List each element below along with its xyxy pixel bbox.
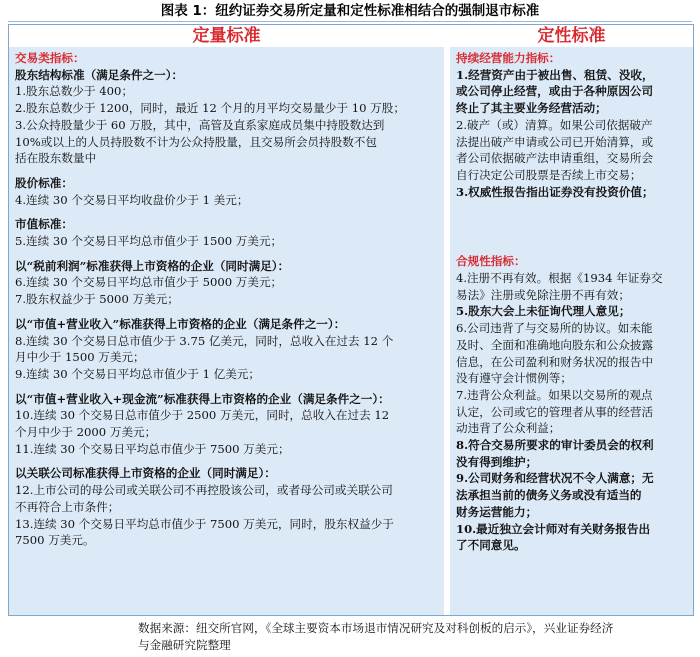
criterion-line: 10%或以上的人员持股数不计为公众持股量，且交易所会员持股数不包 — [15, 134, 377, 149]
criterion-line: 了不同意见。 — [456, 538, 526, 553]
criterion-line: 8.符合交易所要求的审计委员会的权利 — [456, 438, 654, 453]
figure-title: 图表 1：纽约证券交易所定量和定性标准相结合的强制退市标准 — [160, 3, 540, 19]
qualitative-column — [450, 25, 693, 615]
group-heading: 以关联公司标准获得上市资格的企业（同时满足）： — [15, 466, 276, 481]
criterion-line: 3.权威性报告指出证券没有投资价值； — [456, 184, 654, 199]
criterion-line: 易法》注册或免除注册不再有效； — [456, 287, 630, 302]
criterion-line: 2.破产（或）清算。如果公司依据破产 — [456, 117, 653, 132]
criterion-line: 13.连续 30 个交易日平均总市值少于 7500 万美元，同时，股东权益少于 — [15, 516, 394, 531]
criterion-line: 1.经营资产由于被出售、租赁、没收， — [456, 67, 654, 82]
group-heading: 以“税前利润”标准获得上市资格的企业（同时满足）： — [15, 258, 290, 273]
qualitative-body — [450, 47, 693, 554]
trading-indicators-heading: 交易类指标： — [15, 51, 85, 65]
group-heading: 股价标准： — [15, 175, 73, 190]
criterion-line: 没有遵守会计惯例等； — [456, 371, 572, 386]
criterion-line: 及时、全面和准确地向股东和公众披露 — [456, 337, 654, 352]
criterion-line: 9.公司财务和经营状况不令人满意；无 — [456, 471, 654, 486]
criterion-line: 2.股东总数少于 1200，同时，最近 12 个月的月平均交易量少于 10 万股； — [15, 101, 405, 116]
going-concern-heading: 持续经营能力指标： — [456, 51, 561, 65]
criterion-line: 财务运营能力； — [456, 504, 538, 519]
source-note — [138, 620, 694, 654]
criterion-line: 7.股东权益少于 5000 万美元； — [15, 292, 179, 307]
criterion-line: 个月中少于 2000 万美元； — [15, 425, 157, 440]
qualitative-header: 定性标准 — [450, 25, 693, 47]
group-heading: 市值标准： — [15, 217, 73, 232]
criterion-line: 信息，在公司盈利和财务状况的报告中 — [456, 354, 654, 369]
criterion-line: 7.违背公众利益。如果以交易所的观点 — [456, 387, 653, 402]
criterion-line: 6.连续 30 个交易日平均总市值少于 5000 万美元； — [15, 275, 283, 290]
criterion-line: 自行决定公司股票是否续上市交易； — [456, 167, 642, 182]
criterion-line: 3.公众持股量少于 60 万股，其中，高管及直系家庭成员集中持股数达到 — [15, 117, 385, 132]
criterion-line: 法提出破产申请或公司已开始清算，或 — [456, 134, 654, 149]
criterion-line: 5.连续 30 个交易日平均总市值少于 1500 万美元； — [15, 234, 283, 249]
criterion-line: 括在股东数量中 — [15, 151, 97, 166]
criterion-line: 或公司停止经营，或由于各种原因公司 — [456, 84, 654, 99]
source-note-line: 数据来源：纽交所官网，《全球主要资本市场退市情况研究及对科创板的启示》，兴业证券经济 — [138, 621, 614, 635]
source-note-line: 与金融研究院整理 — [138, 638, 231, 652]
criterion-line: 10.连续 30 个交易日总市值少于 2500 万美元，同时，总收入在过去 12 — [15, 408, 390, 423]
title-divider — [8, 21, 692, 22]
criterion-line: 10.最近独立会计师对有关财务报告出 — [456, 521, 651, 536]
criterion-line: 12.上市公司的母公司或关联公司不再控股该公司，或者母公司或关联公司 — [15, 483, 393, 498]
criterion-line: 法承担当前的债务义务或没有适当的 — [456, 488, 642, 503]
criterion-line: 终止了其主要业务经营活动； — [456, 101, 607, 116]
criterion-line: 没有得到维护； — [456, 454, 538, 469]
quantitative-column — [9, 25, 447, 615]
criterion-line: 8.连续 30 个交易日总市值少于 3.75 亿美元，同时，总收入在过去 12 个 — [15, 333, 394, 348]
criterion-line: 7500 万美元。 — [15, 533, 95, 548]
group-heading: 以“市值+营业收入+现金流”标准获得上市资格的企业（满足条件之一）： — [15, 391, 390, 406]
criterion-line: 11.连续 30 个交易日平均总市值少于 7500 万美元； — [15, 441, 290, 456]
criterion-line: 动违背了公众利益； — [456, 421, 561, 436]
group-heading: 以“市值+营业收入”标准获得上市资格的企业（满足条件之一）： — [15, 316, 346, 331]
criterion-line: 6.公司违背了与交易所的协议。如未能 — [456, 321, 653, 336]
criterion-line: 1.股东总数少于 400； — [15, 84, 134, 99]
compliance-heading: 合规性指标： — [456, 254, 526, 269]
delisting-standards-table — [8, 24, 694, 616]
criterion-line: 9.连续 30 个交易日平均总市值少于 1 亿美元； — [15, 366, 261, 381]
criterion-line: 5.股东大会上未征询代理人意见； — [456, 304, 631, 319]
criterion-line: 4.注册不再有效。根据《1934 年证券交 — [456, 271, 663, 286]
criterion-line: 4.连续 30 个交易日平均收盘价少于 1 美元； — [15, 192, 249, 207]
criterion-line: 月中少于 1500 万美元； — [15, 350, 145, 365]
quantitative-header: 定量标准 — [9, 25, 444, 47]
criterion-line: 者公司依据破产法申请重组，交易所会 — [456, 151, 654, 166]
criterion-line: 不再符合上市条件； — [15, 499, 120, 514]
criterion-line: 认定，公司或它的管理者从事的经营活 — [456, 404, 654, 419]
quantitative-body — [9, 47, 444, 549]
group-heading: 股东结构标准（满足条件之一）： — [15, 67, 184, 82]
